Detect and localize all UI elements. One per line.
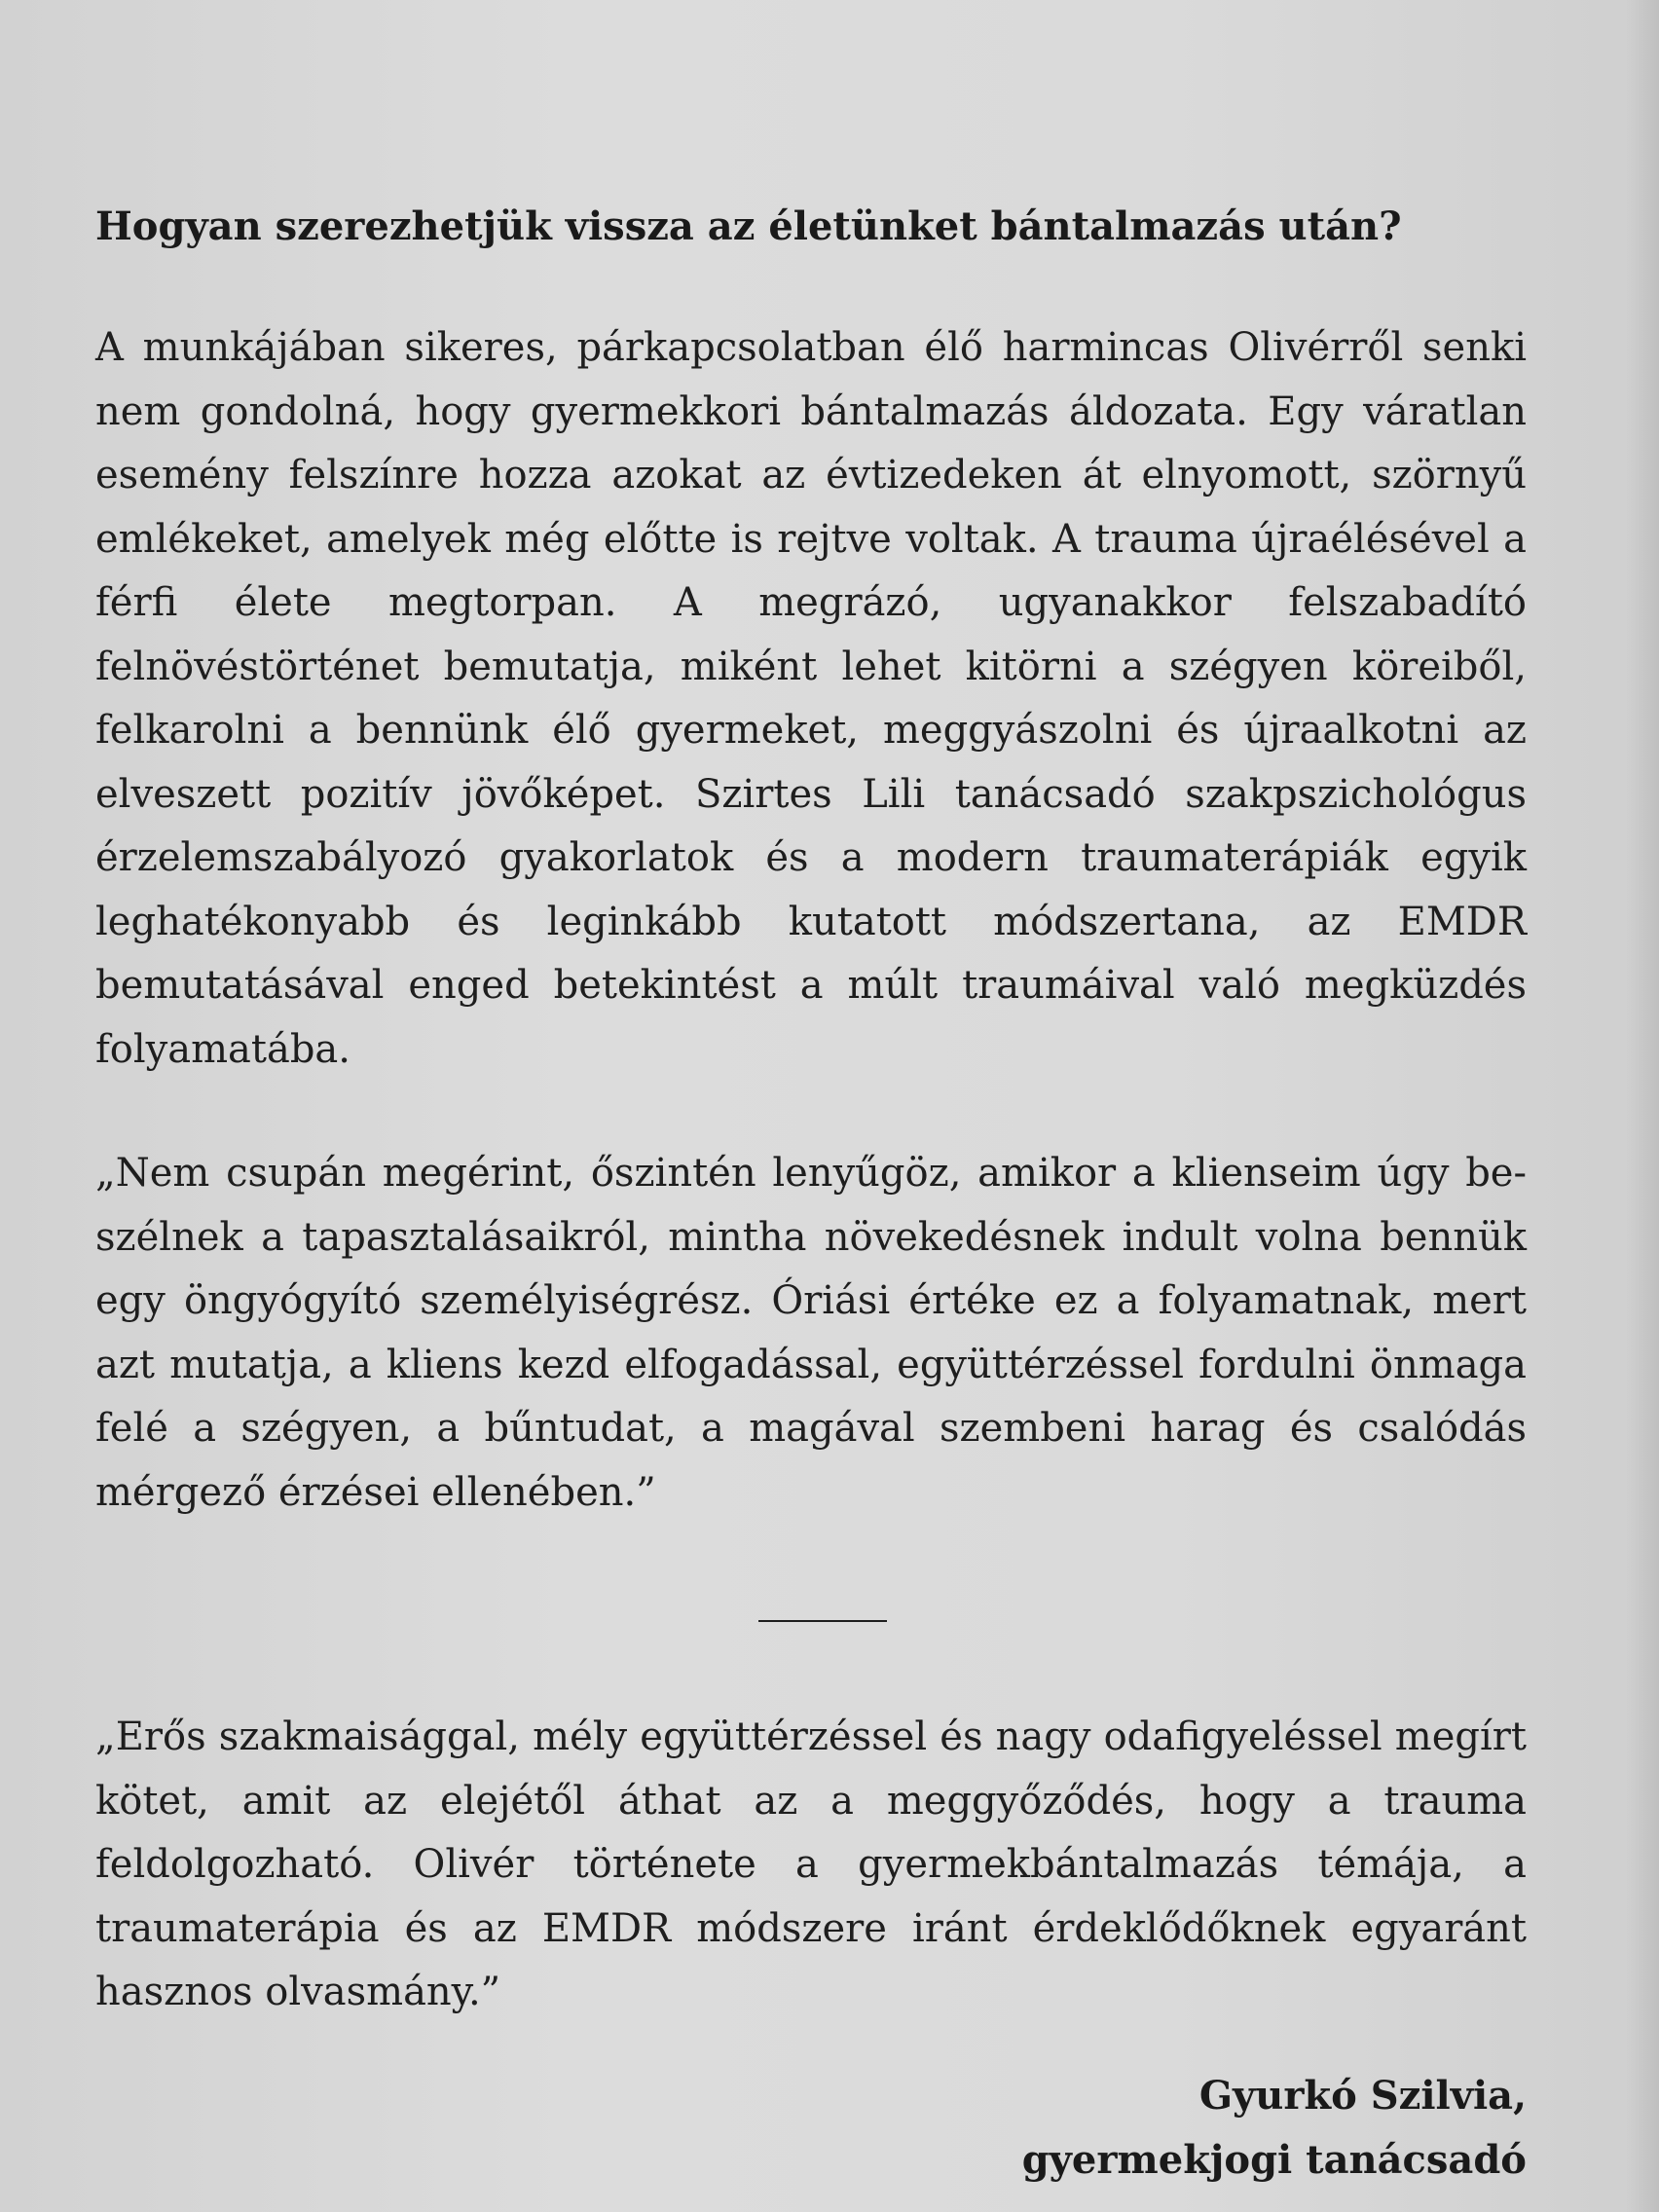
book-description: A munkájában sikeres, párkapcsolatban élő harmincas Olivérről senki nem gondolná, hogy gyermekkori bántalmazás áldozata. Egy váratlan esemény felszínre hozza azokat az évtizedeken át elnyomott, szörnyű emlékeket, amelyek még előtte is rejtve voltak. A trauma újraélésével a férfi élete megtorpan. A megrázó, ugyanakkor felszabadító felnövéstörténet bemutatja, miként lehet kitörni a szégyen köreiből, felkarolni a bennünk élő gyermeket, meggyászolni és újraalkotni az elveszett pozitív jövőképet. Szirtes Lili tanácsadó szakpszichológus érzelemszabályozó gyakorlatok és a modern traumaterápiák egyik leghatékonyabb és leginkább kutatott módszertana, az EMDR bemutatásával enged betekintést a múlt traumáival való megküzdés folyamatába. xyxy=(95,325,1527,1072)
section-divider xyxy=(758,1620,887,1622)
endorsement-signature xyxy=(95,2064,1527,2193)
quote-endorsement: „Erős szakmaisággal, mély együttérzéssel és nagy odafigyeléssel megírt kötet, amit az elejétől áthat az a meggyőződés, hogy a trauma feldolgozható. Olivér története a gyermekbántalmazás témája, a traumaterápia és az EMDR módszere iránt érdeklődőknek egyaránt hasznos olvasmány.” xyxy=(95,1714,1527,2014)
endorser-name: Gyurkó Szilvia, xyxy=(1198,2072,1527,2119)
text-column xyxy=(95,200,1527,2193)
page-heading: Hogyan szerezhetjük vissza az életünket bántalmazás után? xyxy=(95,203,1402,249)
endorser-role: gyermekjogi tanácsadó xyxy=(1021,2136,1527,2183)
page-edge-shadow xyxy=(1626,0,1659,2212)
quote-author-testimony: „Nem csupán megérint, őszintén lenyűgöz, amikor a klienseim úgy beszélnek a tapasztalásaikról, mintha növekedésnek indult volna bennük egy öngyógyító személyiségrész. Óriási értéke ez a folyamatnak, mert azt mutatja, a kliens kezd elfogadással, együttérzéssel fordulni önmaga felé a szégyen, a bűntudat, a magával szembeni harag és csalódás mérgező érzései ellenében.” xyxy=(95,1151,1527,1515)
